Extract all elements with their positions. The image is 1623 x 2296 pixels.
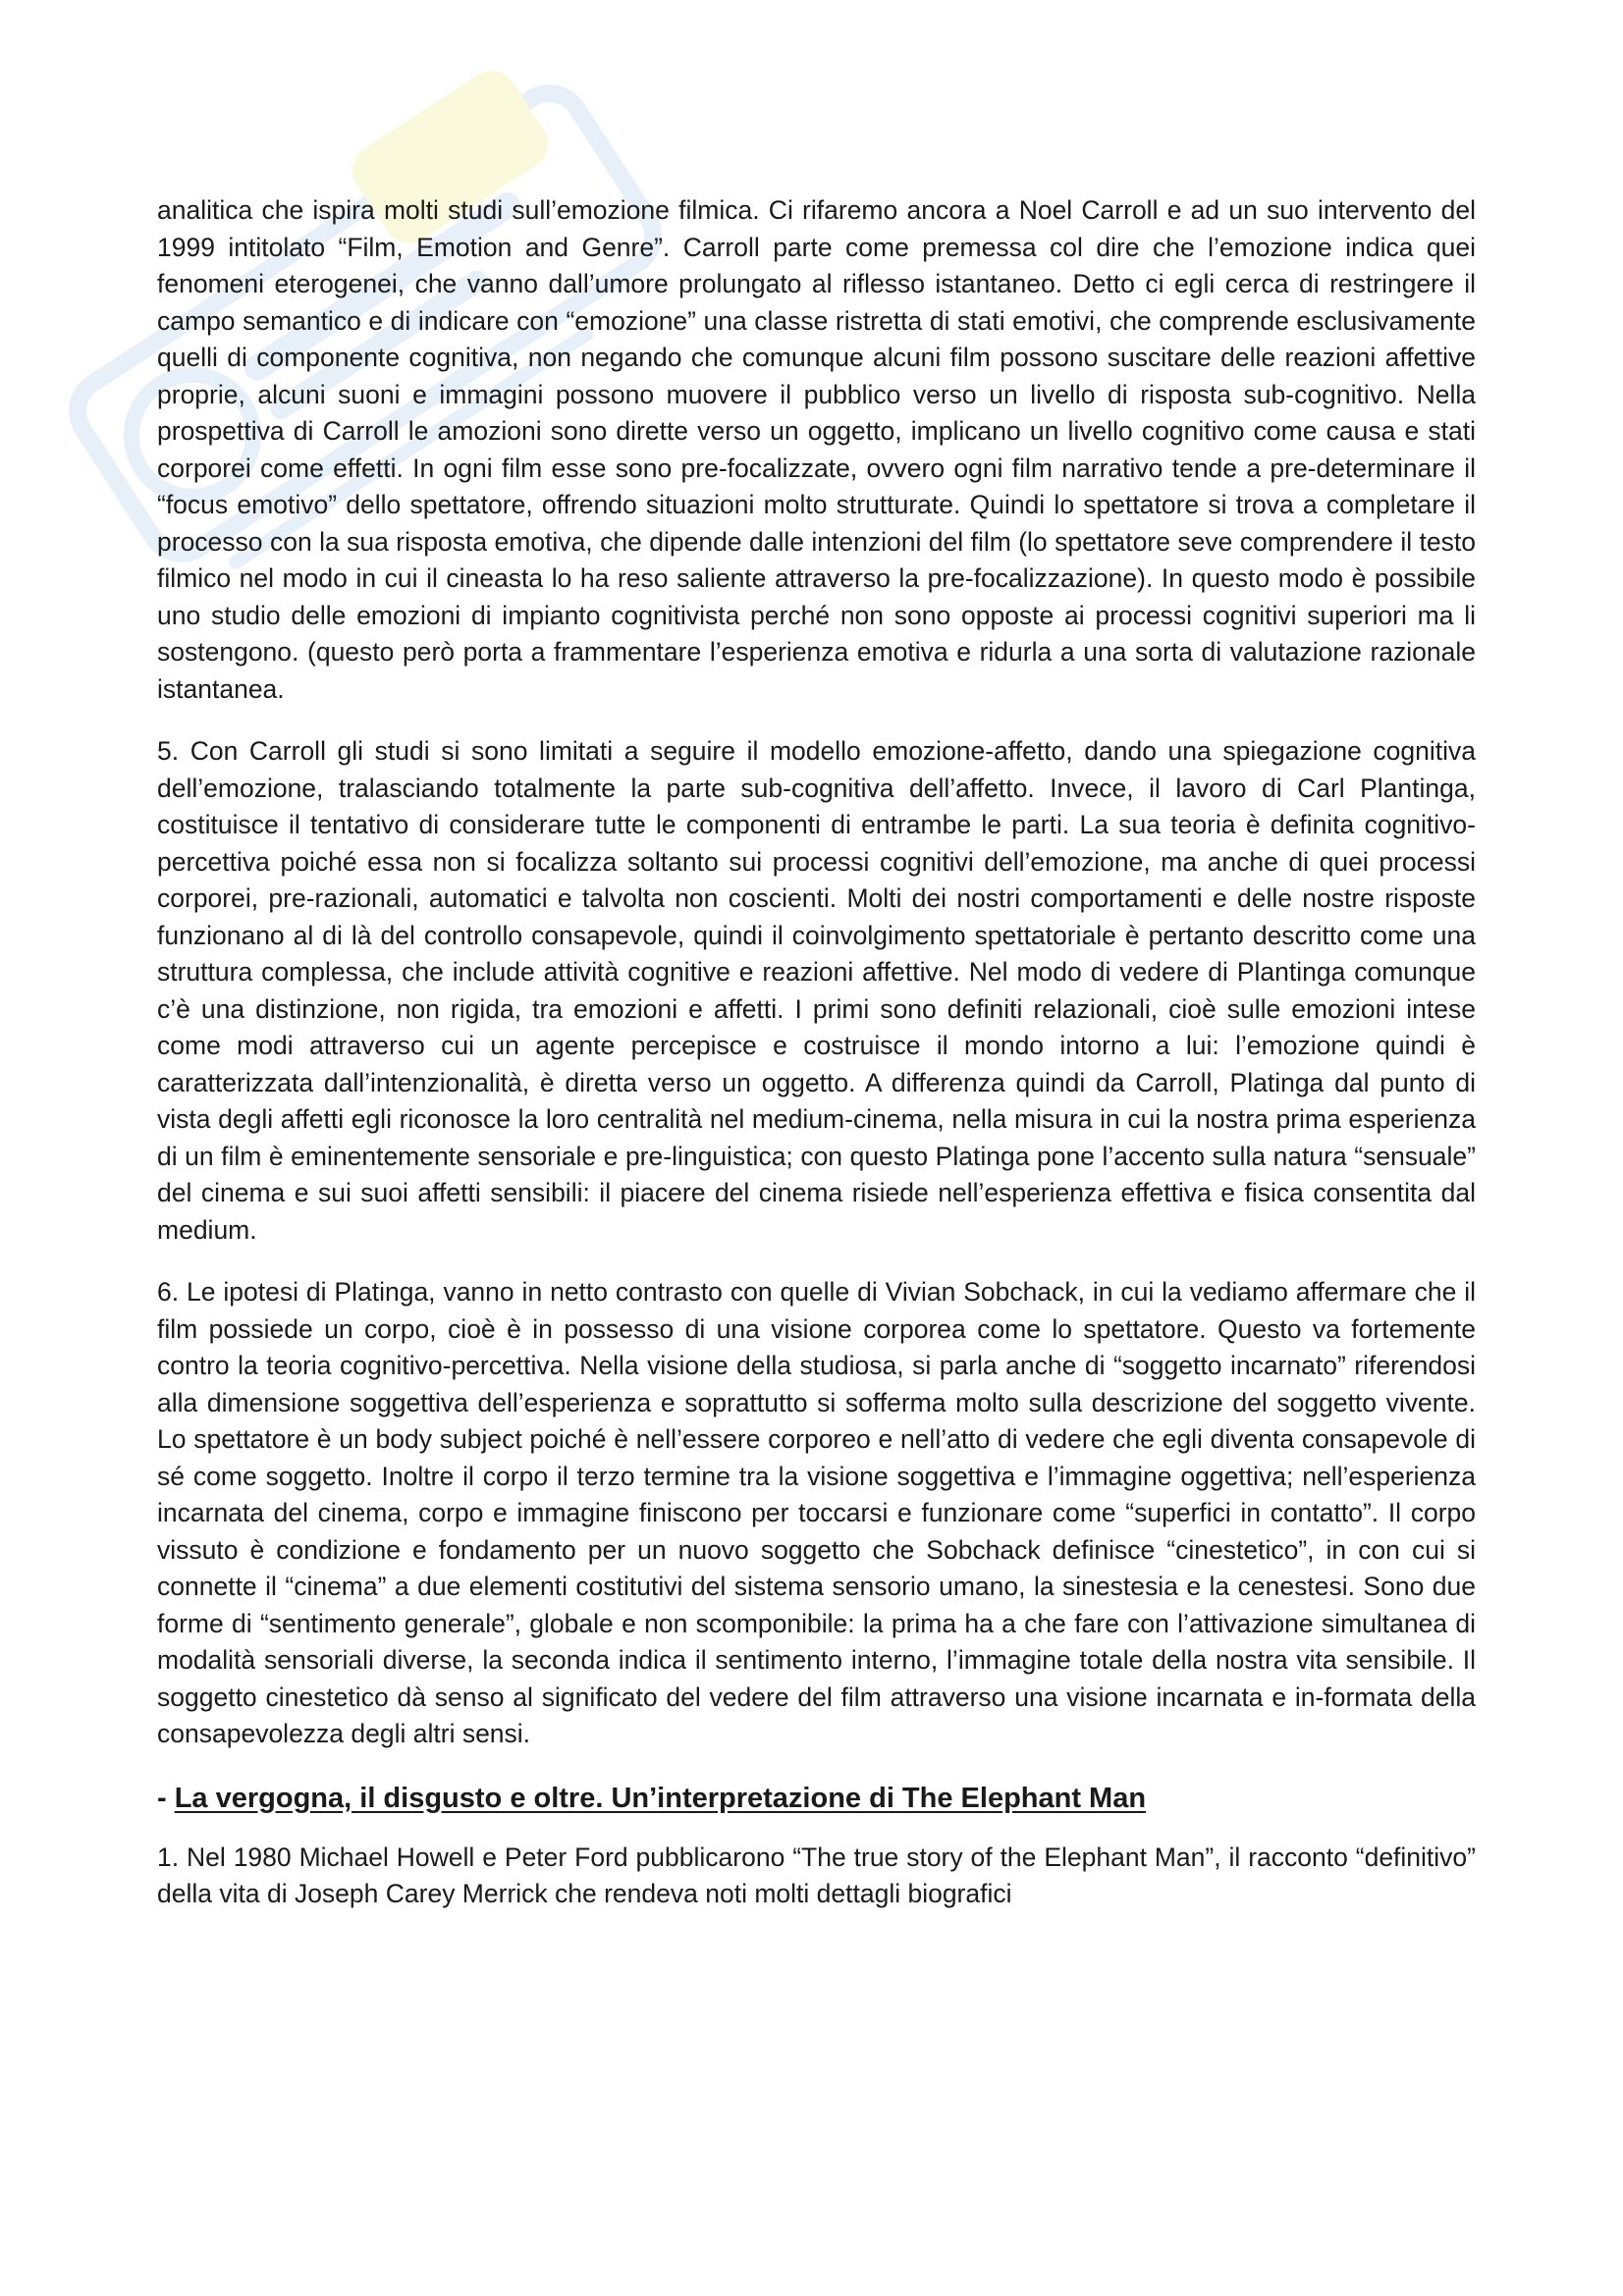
paragraph-intro: analitica che ispira molti studi sull’emozione filmica. Ci rifaremo ancora a Noel Carroll e ad un suo intervento del 1999 intitolato “Film, Emotion and Genre”. Carroll parte come premessa col dire che l’emozione indica quei fenomeni eterogenei, che vanno dall’umore prolungato al riflesso istantaneo. Detto ci egli cerca di restringere il campo semantico e di indicare con “emozione” una classe ristretta di stati emotivi, che comprende esclusivamente quelli di componente cognitiva, non negando che comunque alcuni film possono suscitare delle reazioni affettive proprie, alcuni suoni e immagini possono muovere il pubblico verso un livello di risposta sub-cognitivo. Nella prospettiva di Carroll le amozioni sono dirette verso un oggetto, implicano un livello cognitivo come causa e stati corporei come effetti. In ogni film esse sono pre-focalizzate, ovvero ogni film narrativo tende a pre-determinare il “focus emotivo” dello spettatore, offrendo situazioni molto strutturate. Quindi lo spettatore si trova a completare il processo con la sua risposta emotiva, che dipende dalle intenzioni del film (lo spettatore seve comprendere il testo filmico nel modo in cui il cineasta lo ha reso saliente attraverso la pre-focalizzazione). In questo modo è possibile uno studio delle emozioni di impianto cognitivista perché non sono opposte ai processi cognitivi superiori ma li sostengono. (questo però porta a frammentare l’esperienza emotiva e ridurla a una sorta di valutazione razionale istantanea. — [157, 195, 1476, 704]
document-body — [157, 192, 1476, 1939]
paragraph-6: 6. Le ipotesi di Platinga, vanno in netto contrasto con quelle di Vivian Sobchack, in cui la vediamo affermare che il film possiede un corpo, cioè è in possesso di una visione corporea come lo spettatore. Questo va fortemente contro la teoria cognitivo-percettiva. Nella visione della studiosa, si parla anche di “soggetto incarnato” riferendosi alla dimensione soggettiva dell’esperienza e soprattutto si sofferma molto sulla descrizione del soggetto vivente. Lo spettatore è un body subject poiché è nell’essere corporeo e nell’atto di vedere che egli diventa consapevole di sé come soggetto. Inoltre il corpo il terzo termine tra la visione soggettiva e l’immagine oggettiva; nell’esperienza incarnata del cinema, corpo e immagine finiscono per toccarsi e funzionare come “superfici in contatto”. Il corpo vissuto è condizione e fondamento per un nuovo soggetto che Sobchack definisce “cinestetico”, in con cui si connette il “cinema” a due elementi costitutivi del sistema sensorio umano, la sinestesia e la cenestesi. Sono due forme di “sentimento generale”, globale e non scomponibile: la prima ha a che fare con l’attivazione simultanea di modalità sensoriali diverse, la seconda indica il sentimento interno, l’immagine totale della nostra vita sensibile. Il soggetto cinestetico dà senso al significato del vedere del film attraverso una visione incarnata e in-formata della consapevolezza degli altri sensi. — [157, 1277, 1476, 1748]
section-heading — [157, 1779, 1476, 1818]
section-heading-prefix: - — [157, 1782, 175, 1814]
section-heading-title: La vergogna, il disgusto e oltre. Un’interpretazione di The Elephant Man — [174, 1782, 1147, 1814]
paragraph-5: 5. Con Carroll gli studi si sono limitati a seguire il modello emozione-affetto, dando una spiegazione cognitiva dell’emozione, tralasciando totalmente la parte sub-cognitiva dell’affetto. Invece, il lavoro di Carl Plantinga, costituisce il tentativo di considerare tutte le componenti di entrambe le parti. La sua teoria è definita cognitivo-percettiva poiché essa non si focalizza soltanto sui processi cognitivi dell’emozione, ma anche di quei processi corporei, pre-razionali, automatici e talvolta non coscienti. Molti dei nostri comportamenti e delle nostre risposte funzionano al di là del controllo consapevole, quindi il coinvolgimento spettatoriale è pertanto descritto come una struttura complessa, che include attività cognitive e reazioni affettive. Nel modo di vedere di Plantinga comunque c’è una distinzione, non rigida, tra emozioni e affetti. I primi sono definiti relazionali, cioè sulle emozioni intese come modi attraverso cui un agente percepisce e costruisce il mondo intorno a lui: l’emozione quindi è caratterizzata dall’intenzionalità, è diretta verso un oggetto. A differenza quindi da Carroll, Platinga dal punto di vista degli affetti egli riconosce la loro centralità nel medium-cinema, nella misura in cui la nostra prima esperienza di un film è eminentemente sensoriale e pre-linguistica; con questo Platinga pone l’accento sulla natura “sensuale” del cinema e sui suoi affetti sensibili: il piacere del cinema risiede nell’esperienza effettiva e fisica consentita dal medium. — [157, 736, 1476, 1245]
paragraph-1: 1. Nel 1980 Michael Howell e Peter Ford pubblicarono “The true story of the Elephant Man”, il racconto “definitivo” della vita di Joseph Carey Merrick che rendeva noti molti dettagli biografici — [157, 1842, 1476, 1908]
